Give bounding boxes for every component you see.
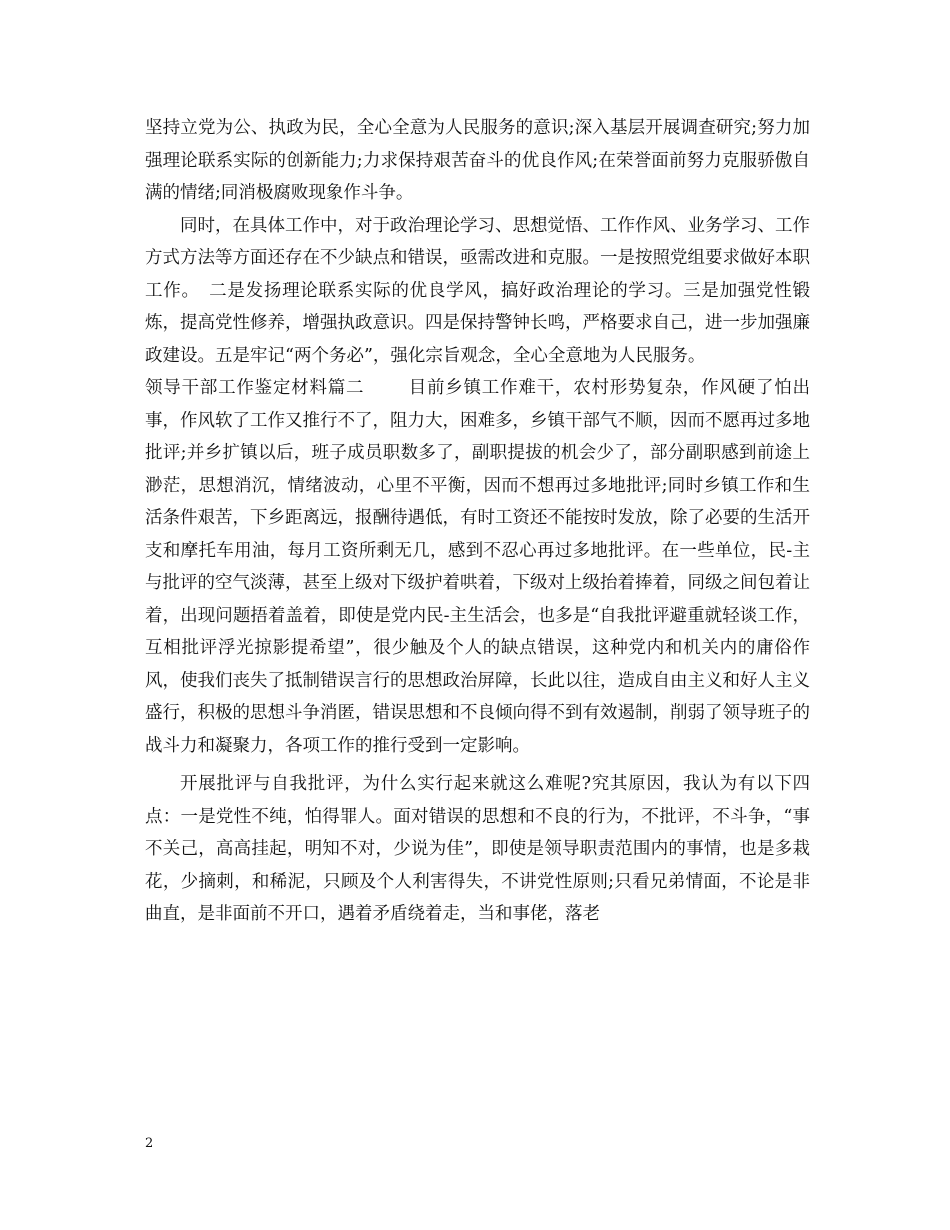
section-heading: 领导干部工作鉴定材料篇二	[145, 378, 365, 398]
paragraph-continuation: 坚持立党为公、执政为民，全心全意为人民服务的意识;深入基层开展调查研究;努力加强理论联系实际的创新能力;力求保持艰苦奋斗的优良作风;在荣誉面前努力克服骄傲自满的情绪;同消极腐败现象作斗争。	[145, 118, 810, 203]
paragraph-shortcomings: 同时，在具体工作中，对于政治理论学习、思想觉悟、工作作风、业务学习、工作方式方法等方面还存在不少缺点和错误，亟需改进和克服。一是按照党组要求做好本职工作。 二是发扬理论联系实际的优良学风，搞好政治理论的学习。三是加强党性锻炼，提高党性修养，增强执政意识。四是保持警钟长鸣，严格要求自己，进一步加强廉政建设。五是牢记“两个务必”，强化宗旨观念，全心全意地为人民服务。	[145, 215, 810, 366]
page-number: 2	[145, 1136, 154, 1151]
paragraph-reasons: 开展批评与自我批评，为什么实行起来就这么难呢?究其原因，我认为有以下四点：一是党性不纯，怕得罪人。面对错误的思想和不良的行为，不批评，不斗争，“事不关己，高高挂起，明知不对，少说为佳”，即使是领导职责范围内的事情，也是多栽花，少摘刺，和稀泥，只顾及个人利害得失，不讲党性原则;只看兄弟情面，不论是非曲直，是非面前不开口，遇着矛盾绕着走，当和事佬，落老	[145, 774, 810, 924]
document-body	[145, 112, 810, 931]
heading-gap	[364, 378, 408, 398]
paragraph-section-two	[145, 372, 810, 762]
section-two-body: 目前乡镇工作难干，农村形势复杂，作风硬了怕出事，作风软了工作又推行不了，阻力大，困难多，乡镇干部气不顺，因而不愿再过多地批评;并乡扩镇以后，班子成员职数多了，副职提拔的机会少了，部分副职感到前途上渺茫，思想消沉，情绪波动，心里不平衡，因而不想再过多地批评;同时乡镇工作和生活条件艰苦，下乡距离远，报酬待遇低，有时工资还不能按时发放，除了必要的生活开支和摩托车用油，每月工资所剩无几，感到不忍心再过多地批评。在一些单位，民-主与批评的空气淡薄，甚至上级对下级护着哄着，下级对上级抬着捧着，同级之间包着让着，出现问题捂着盖着，即使是党内民-主生活会，也多是“自我批评避重就轻谈工作，互相批评浮光掠影提希望”，很少触及个人的缺点错误，这种党内和机关内的庸俗作风，使我们丧失了抵制错误言行的思想政治屏障，长此以往，造成自由主义和好人主义盛行，积极的思想斗争消匿，错误思想和不良倾向得不到有效遏制，削弱了领导班子的战斗力和凝聚力，各项工作的推行受到一定影响。	[145, 378, 811, 756]
